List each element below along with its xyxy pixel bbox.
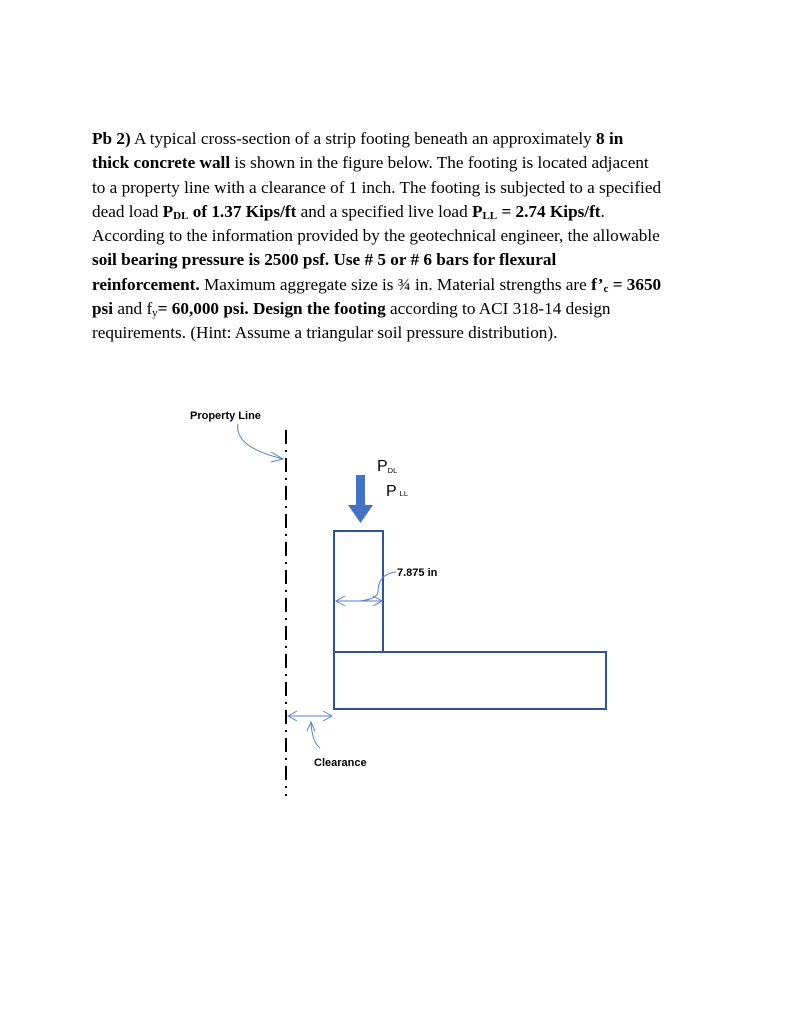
problem-line-3: to a property line with a clearance of 1 inch. The footing is subjected to a specified bbox=[92, 177, 662, 197]
property-line-leader bbox=[238, 424, 283, 459]
load-arrow-head bbox=[348, 505, 373, 523]
concrete-wall bbox=[334, 531, 383, 652]
problem-line-4: dead load $P_{DL}$ of 1.37 Kips/ft and a specified live load $P_{LL} = 2.74$ Kips/ft. bbox=[92, 201, 605, 222]
wall-thickness-label: 7.875 in bbox=[397, 567, 438, 579]
problem-line-2: thick concrete wall is shown in the figure below. The footing is located adjacent bbox=[92, 153, 649, 173]
problem-line-7: reinforcement. Maximum aggregate size is ¾ in. Material strengths are $f’_c = 3650$ bbox=[92, 274, 662, 295]
property-line-label: Property Line bbox=[190, 410, 261, 422]
strip-footing bbox=[334, 652, 606, 709]
problem-number: Pb 2) bbox=[92, 129, 131, 148]
problem-line-5: According to the information provided by the geotechnical engineer, the allowable bbox=[92, 226, 660, 246]
problem-line-6: soil bearing pressure is 2500 psf. Use # 5 or # 6 bars for flexural bbox=[92, 250, 557, 270]
problem-line-8: psi and $f_y= 60,000$ psi. Design the footing according to ACI 318-14 design bbox=[92, 299, 611, 320]
load-arrow-shaft bbox=[356, 475, 365, 507]
problem-line-1: Pb 2) A typical cross-section of a strip footing beneath an approximately 8 in bbox=[92, 129, 624, 148]
load-live-label: PLL bbox=[386, 483, 409, 500]
load-dead-label: PDL bbox=[377, 458, 398, 475]
clearance-label: Clearance bbox=[314, 757, 367, 769]
problem-line-9: requirements. (Hint: Assume a triangular soil pressure distribution). bbox=[92, 323, 558, 343]
